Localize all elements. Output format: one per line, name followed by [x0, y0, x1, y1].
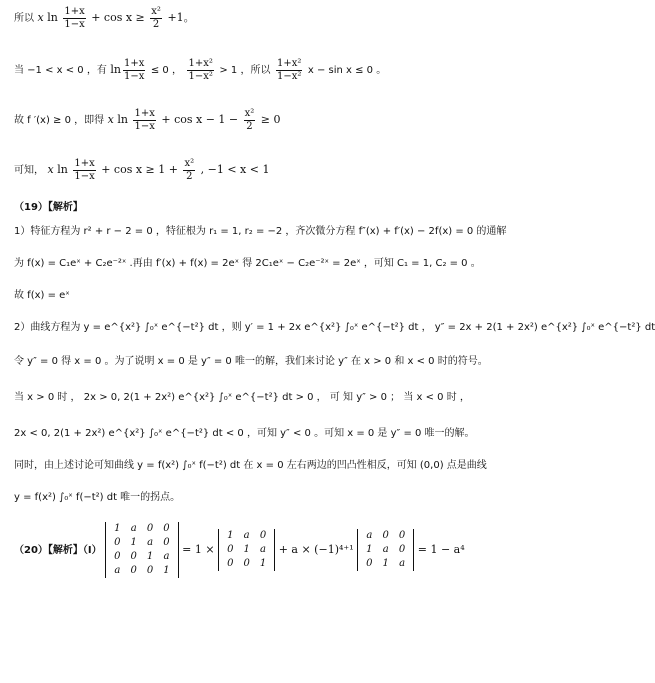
text: > 1 ，所以 [219, 65, 271, 76]
inequality-line-1: 所以 x ln $\frac{1+x}{1-x}$ + cos x ≥ $\frac{\text{x²}}{2}$ +1。 [14, 6, 195, 30]
determinant-3x3-a [218, 529, 275, 571]
matrix-cell: a [366, 530, 373, 541]
fraction: $\frac{\text{1+x²}}{\text{1−x²}}$ [188, 58, 213, 82]
matrix-row [109, 536, 175, 550]
matrix-cell: a [243, 530, 250, 541]
matrix-cell: a [114, 565, 121, 576]
matrix-cell: 0 [227, 558, 234, 569]
matrix-cell: 0 [398, 530, 406, 541]
paragraph-line: 1）特征方程为 r² + r − 2 = 0 ，特征根为 r₁ = 1, r₂ = −2 ，齐次微分方程 f″(x) + f′(x) − 2f(x) = 0 的通解 [14, 226, 507, 237]
fraction: $\frac{1+x}{1-x}$ [123, 58, 145, 82]
text: + a × (−1)⁴⁺¹ [278, 543, 354, 556]
matrix-cell: 0 [146, 565, 154, 576]
matrix-cell: 0 [163, 523, 170, 534]
paragraph-line: 故 f(x) = eˣ [14, 290, 70, 301]
fraction: $\frac{\text{x²}}{2}$ [244, 108, 255, 132]
matrix-cell: 0 [163, 537, 170, 548]
matrix-cell: 1 [163, 565, 170, 576]
text: 可知， [14, 165, 44, 176]
matrix-row [222, 557, 271, 571]
math-x: x [37, 11, 44, 24]
paragraph-line: 当 x > 0 时 ， 2x > 0, 2(1 + 2x²) e^{x²} ∫₀ˣ e^{−t²} dt > 0 ， 可 知 y″ > 0 ； 当 x < 0 时 ， [14, 392, 470, 403]
matrix-row [222, 529, 271, 543]
matrix-row [361, 543, 410, 557]
matrix-cell: 1 [227, 530, 234, 541]
fraction: $\frac{1+x}{1-x}$ [64, 6, 85, 30]
matrix-cell: 0 [259, 530, 267, 541]
matrix-cell: 0 [130, 565, 137, 576]
paragraph-line: 2x < 0, 2(1 + 2x²) e^{x²} ∫₀ˣ e^{−t²} dt < 0 ，可知 y″ < 0 。可知 x = 0 是 y″ = 0 唯一的解。 [14, 428, 475, 439]
matrix-cell: 0 [146, 523, 154, 534]
inequality-line-4: 可知， x ln $\frac{1+x}{1-x}$ + cos x ≥ 1 + $\frac{\text{x²}}{2}$ , −1 < x < 1 [14, 158, 270, 182]
paragraph-line: 同时，由上述讨论可知曲线 y = f(x²) ∫₀ˣ f(−t²) dt 在 x = 0 左右两边的凹凸性相反，可知 (0,0) 点是曲线 [14, 460, 487, 471]
matrix-cell: 0 [366, 558, 373, 569]
paragraph-line: y = f(x²) ∫₀ˣ f(−t²) dt 唯一的拐点。 [14, 492, 181, 503]
matrix-cell: 1 [243, 544, 250, 555]
matrix-cell: a [382, 544, 389, 555]
paragraph-line: 令 y″ = 0 得 x = 0 。为了说明 x = 0 是 y″ = 0 唯一的解，我们来讨论 y″ 在 x > 0 和 x < 0 时的符号。 [14, 356, 488, 367]
matrix-cell: 1 [114, 523, 121, 534]
matrix-row [361, 529, 410, 543]
text: 所以 [14, 13, 34, 24]
matrix-cell: 0 [130, 551, 137, 562]
matrix-cell: 0 [382, 530, 389, 541]
fraction: $\frac{\text{1+x²}}{\text{1−x²}}$ [276, 58, 302, 82]
matrix-row [109, 550, 175, 564]
text: +1 [167, 11, 184, 24]
matrix-cell: a [130, 523, 137, 534]
matrix-row [109, 522, 175, 536]
section-heading-20: （20）【解析】（Ⅰ） [14, 545, 102, 556]
determinant-4x4 [105, 522, 179, 578]
matrix-cell: 1 [146, 551, 154, 562]
inequality-line-3: 故 f ′(x) ≥ 0 ，即得 x ln $\frac{1+x}{1-x}$ + cos x − 1 − $\frac{\text{x²}}{2}$ ≥ 0 [14, 108, 281, 132]
fraction: $\frac{\text{x²}}{2}$ [151, 6, 161, 30]
text: ≥ 0 [260, 113, 281, 126]
determinant-line [14, 522, 465, 578]
matrix-row [222, 543, 271, 557]
text: + cos x ≥ [91, 11, 145, 24]
paragraph-line: 2）曲线方程为 y = e^{x²} ∫₀ˣ e^{−t²} dt ，则 y′ = 1 + 2x e^{x²} ∫₀ˣ e^{−t²} dt ， y″ = 2x + 2(1 + 2x²) e^{x²} ∫₀ˣ e^{−t²} dt [14, 322, 655, 333]
matrix-cell: 1 [130, 537, 137, 548]
matrix-cell: 1 [259, 558, 267, 569]
matrix-cell: 0 [114, 537, 121, 548]
matrix-cell: a [399, 558, 406, 569]
text: + cos x ≥ 1 + [101, 163, 178, 176]
matrix-cell: 1 [382, 558, 389, 569]
matrix-cell: 0 [398, 544, 406, 555]
fraction: $\frac{1+x}{1-x}$ [134, 108, 155, 132]
matrix-cell: 0 [227, 544, 234, 555]
text: x − sin x ≤ 0 。 [307, 65, 387, 76]
matrix-cell: 0 [114, 551, 121, 562]
text: = 1 − a⁴ [417, 543, 465, 556]
fraction: $\frac{\text{x²}}{2}$ [184, 158, 195, 182]
text: 故 f ′(x) ≥ 0 ，即得 [14, 115, 105, 126]
section-heading-19: （19）【解析】 [14, 202, 83, 213]
matrix-cell: a [147, 537, 154, 548]
text: 当 −1 < x < 0 ，有 [14, 65, 107, 76]
inequality-line-2: 当 −1 < x < 0 ，有 ln $\frac{1+x}{1-x}$ ≤ 0 ， $\frac{\text{1+x²}}{\text{1−x²}}$ > 1 ，所以 $\frac{\text{1+x²}}{\text{1−x²}}$ x − sin x ≤ 0 。 [14, 58, 387, 82]
matrix-cell: 0 [243, 558, 250, 569]
text: + cos x − 1 − [161, 113, 239, 126]
matrix-row [109, 564, 175, 578]
text: , −1 < x < 1 [200, 163, 270, 176]
text: = 1 × [182, 543, 215, 556]
matrix-row [361, 557, 410, 571]
matrix-cell: a [163, 551, 170, 562]
matrix-cell: 1 [366, 544, 373, 555]
fraction: $\frac{1+x}{1-x}$ [74, 158, 95, 182]
matrix-cell: a [260, 544, 266, 555]
paragraph-line: 为 f(x) = C₁eˣ + C₂e⁻²ˣ .再由 f′(x) + f(x) = 2eˣ 得 2C₁eˣ − C₂e⁻²ˣ = 2eˣ ，可知 C₁ = 1, C₂ = 0 。 [14, 258, 481, 269]
text: ≤ 0 ， [150, 65, 182, 76]
determinant-3x3-b [357, 529, 414, 571]
